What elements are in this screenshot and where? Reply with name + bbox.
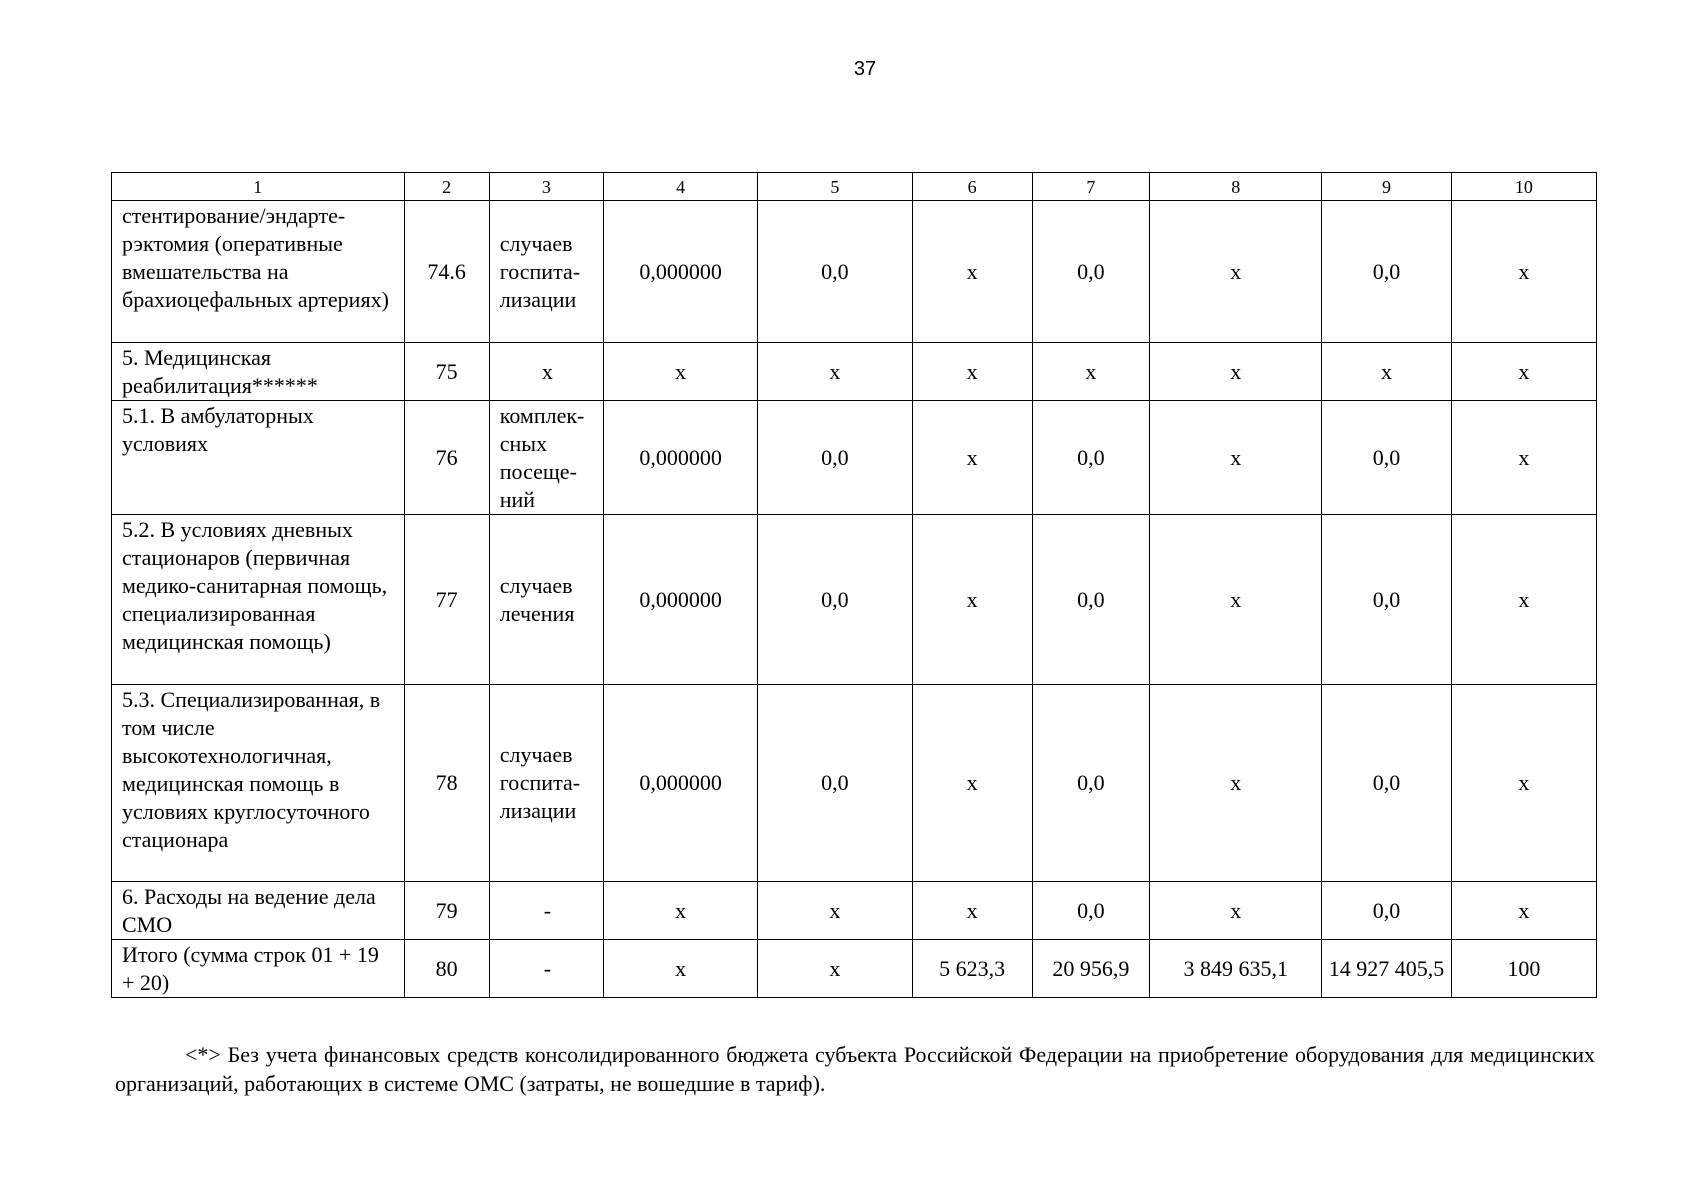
- cell-value: 0,000000: [603, 401, 757, 515]
- table-row: [112, 685, 1597, 882]
- cell-value: х: [1451, 401, 1596, 515]
- table-row: [112, 882, 1597, 940]
- column-number: 10: [1451, 173, 1596, 201]
- row-name: 5.2. В условиях дневных стационаров (первичная медико-санитарная помощь, специализированная медицинская помощь): [112, 515, 405, 685]
- cell-value: 0,0: [1322, 685, 1451, 882]
- row-unit: -: [489, 882, 603, 940]
- cell-value: х: [1451, 343, 1596, 401]
- row-line-number: 74.6: [404, 201, 489, 343]
- cell-value: 0,0: [1032, 685, 1149, 882]
- cell-value: 0,000000: [603, 685, 757, 882]
- row-unit: случаев госпита-лизации: [489, 201, 603, 343]
- cell-value: х: [1150, 401, 1322, 515]
- table-row: [112, 401, 1597, 515]
- cell-value: 0,0: [1032, 401, 1149, 515]
- financing-table: [111, 172, 1597, 998]
- column-number-row: [112, 173, 1597, 201]
- row-name: Итого (сумма строк 01 + 19 + 20): [112, 940, 405, 998]
- row-unit: -: [489, 940, 603, 998]
- table-row: [112, 515, 1597, 685]
- cell-value: 0,000000: [603, 515, 757, 685]
- cell-value: 0,0: [1322, 201, 1451, 343]
- cell-value: 0,0: [1322, 515, 1451, 685]
- cell-value: 3 849 635,1: [1150, 940, 1322, 998]
- row-line-number: 78: [404, 685, 489, 882]
- cell-value: 14 927 405,5: [1322, 940, 1451, 998]
- row-name: 5.1. В амбулаторных условиях: [112, 401, 405, 515]
- cell-value: х: [912, 882, 1032, 940]
- cell-value: х: [1451, 882, 1596, 940]
- cell-value: 0,0: [758, 401, 912, 515]
- column-number: 9: [1322, 173, 1451, 201]
- cell-value: х: [1451, 685, 1596, 882]
- cell-value: х: [912, 515, 1032, 685]
- row-unit: случаев госпита-лизации: [489, 685, 603, 882]
- row-line-number: 76: [404, 401, 489, 515]
- column-number: 6: [912, 173, 1032, 201]
- cell-value: х: [1150, 685, 1322, 882]
- cell-value: х: [1451, 201, 1596, 343]
- cell-value: х: [1150, 343, 1322, 401]
- cell-value: 5 623,3: [912, 940, 1032, 998]
- column-number: 4: [603, 173, 757, 201]
- column-number: 1: [112, 173, 405, 201]
- cell-value: х: [603, 882, 757, 940]
- cell-value: 0,0: [1032, 515, 1149, 685]
- cell-value: 0,0: [1032, 201, 1149, 343]
- footnote-text: <*> Без учета финансовых средств консолидированного бюджета субъекта Российской Федерации на приобретение оборудования для медицинских организаций, работающих в системе ОМС (затраты, не вошедшие в тариф).: [115, 1042, 1595, 1096]
- column-number: 3: [489, 173, 603, 201]
- cell-value: 0,0: [758, 685, 912, 882]
- row-line-number: 75: [404, 343, 489, 401]
- page-number: 37: [853, 58, 877, 80]
- cell-value: 0,0: [1322, 401, 1451, 515]
- row-unit: х: [489, 343, 603, 401]
- cell-value: х: [1451, 515, 1596, 685]
- cell-value: х: [912, 401, 1032, 515]
- cell-value: 20 956,9: [1032, 940, 1149, 998]
- cell-value: х: [758, 940, 912, 998]
- row-name: 6. Расходы на ведение дела СМО: [112, 882, 405, 940]
- cell-value: 0,000000: [603, 201, 757, 343]
- row-unit: комплек-сных посеще-ний: [489, 401, 603, 515]
- row-line-number: 77: [404, 515, 489, 685]
- table-row-total: [112, 940, 1597, 998]
- table-row: [112, 201, 1597, 343]
- footnote: [115, 1040, 1595, 1098]
- column-number: 2: [404, 173, 489, 201]
- cell-value: х: [758, 882, 912, 940]
- cell-value: х: [1150, 201, 1322, 343]
- row-name: 5.3. Специализированная, в том числе высокотехнологичная, медицинская помощь в условиях круглосуточного стационара: [112, 685, 405, 882]
- cell-value: х: [758, 343, 912, 401]
- row-name: стентирование/эндарте-рэктомия (оперативные вмешательства на брахиоцефальных артериях): [112, 201, 405, 343]
- column-number: 5: [758, 173, 912, 201]
- row-line-number: 79: [404, 882, 489, 940]
- table-row: [112, 343, 1597, 401]
- cell-value: 100: [1451, 940, 1596, 998]
- cell-value: 0,0: [1032, 882, 1149, 940]
- cell-value: 0,0: [758, 515, 912, 685]
- column-number: 8: [1150, 173, 1322, 201]
- column-number: 7: [1032, 173, 1149, 201]
- cell-value: х: [912, 343, 1032, 401]
- cell-value: х: [603, 940, 757, 998]
- cell-value: х: [1150, 882, 1322, 940]
- cell-value: 0,0: [758, 201, 912, 343]
- row-unit: случаев лечения: [489, 515, 603, 685]
- cell-value: х: [1150, 515, 1322, 685]
- cell-value: х: [1032, 343, 1149, 401]
- cell-value: х: [1322, 343, 1451, 401]
- cell-value: х: [912, 201, 1032, 343]
- row-line-number: 80: [404, 940, 489, 998]
- row-name: 5. Медицинская реабилитация******: [112, 343, 405, 401]
- cell-value: 0,0: [1322, 882, 1451, 940]
- cell-value: х: [912, 685, 1032, 882]
- cell-value: х: [603, 343, 757, 401]
